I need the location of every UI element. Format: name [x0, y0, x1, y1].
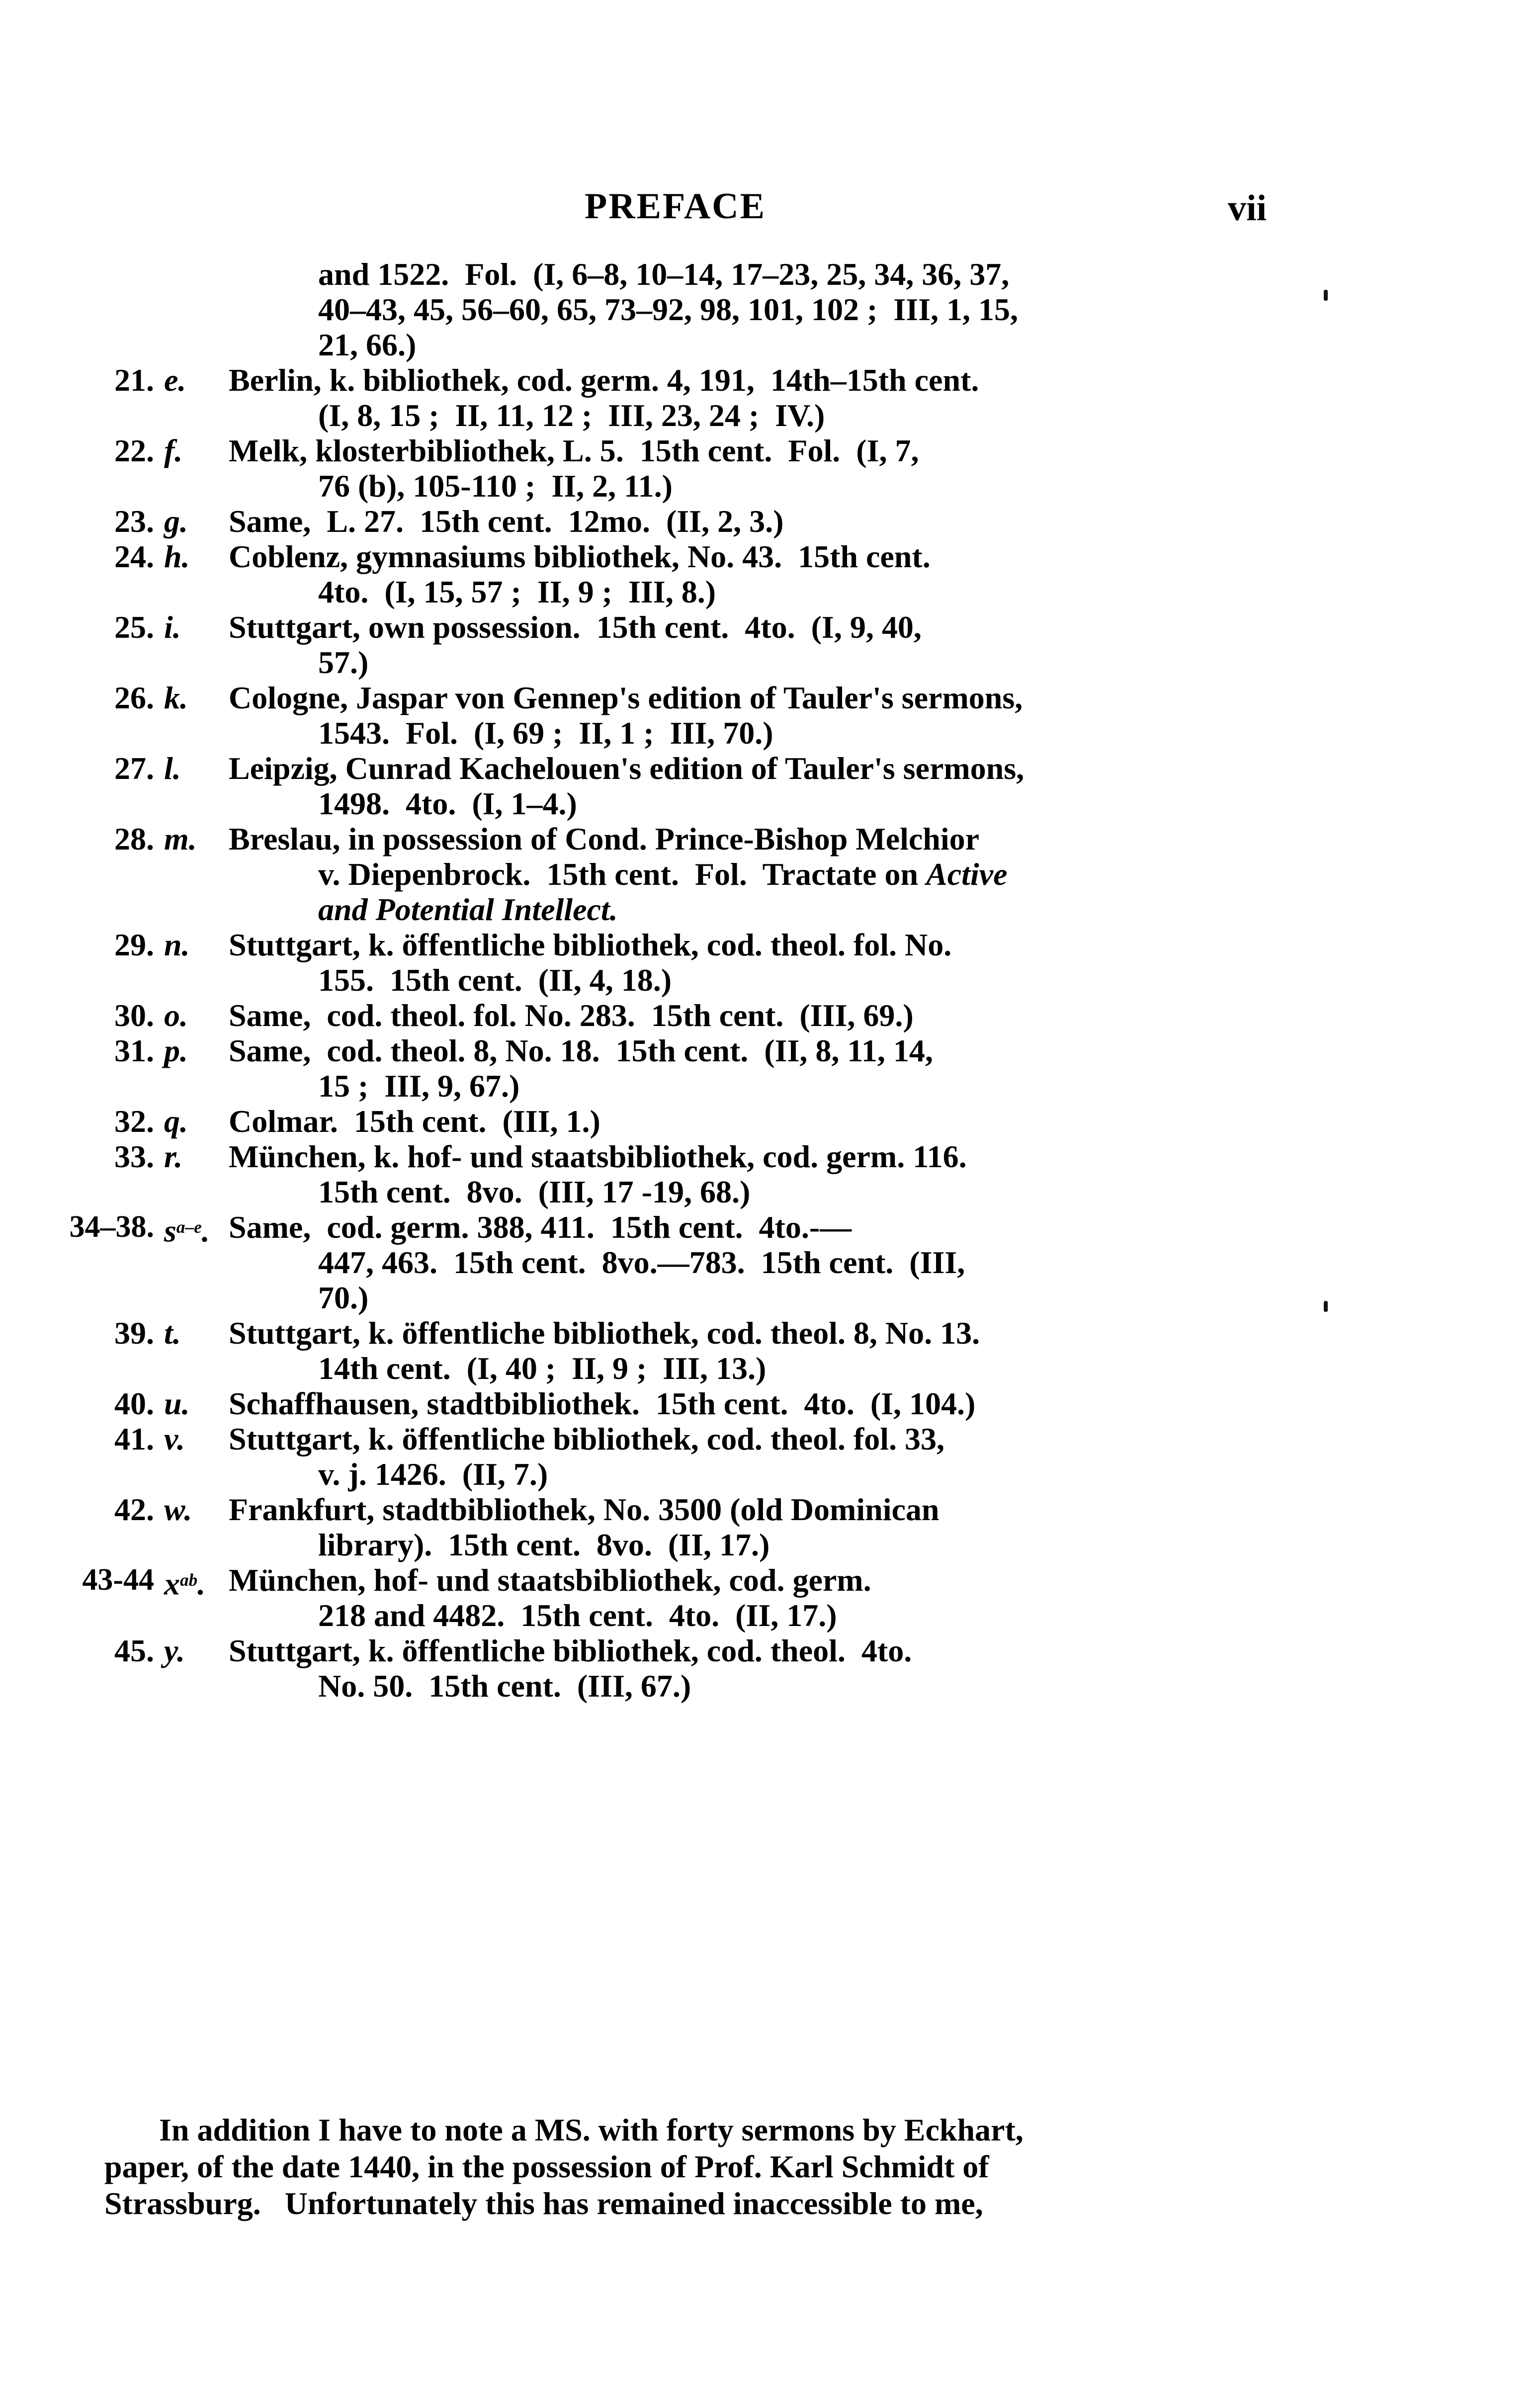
item-line: 1498. 4to. (I, 1–4.)	[318, 786, 577, 821]
item-number: 39.	[114, 1315, 154, 1351]
item-line: 14th cent. (I, 40 ; II, 9 ; III, 13.)	[318, 1351, 767, 1386]
item-line: Schaffhausen, stadtbibliothek. 15th cent. 4to. (I, 104.)	[229, 1386, 976, 1421]
list-item	[0, 1033, 1540, 1104]
item-line: Same, cod. germ. 388, 411. 15th cent. 4to.-—	[229, 1209, 852, 1245]
item-number: 30.	[114, 998, 154, 1033]
item-number: 24.	[114, 539, 154, 574]
paragraph-line: In addition I have to note a MS. with forty sermons by Eckhart,	[159, 2112, 1024, 2147]
item-line: 447, 463. 15th cent. 8vo.—783. 15th cent. (III,	[318, 1245, 965, 1280]
item-number: 22.	[114, 433, 154, 468]
item-body	[229, 1315, 1540, 1386]
item-letter: g.	[164, 504, 188, 539]
manuscript-list	[0, 257, 1540, 1704]
item-body	[229, 504, 1540, 539]
item-line: Stuttgart, k. öffentliche bibliothek, cod. theol. 8, No. 13.	[229, 1315, 980, 1351]
list-item	[0, 998, 1540, 1033]
item-body	[229, 751, 1540, 821]
list-item	[0, 1139, 1540, 1209]
item-line: No. 50. 15th cent. (III, 67.)	[318, 1668, 691, 1704]
item-body	[229, 1562, 1540, 1633]
item-line: Stuttgart, k. öffentliche bibliothek, cod. theol. 4to.	[229, 1633, 912, 1668]
item-letter-base: s	[164, 1213, 176, 1249]
item-letter: f.	[164, 433, 183, 468]
item-line: München, k. hof- und staatsbibliothek, cod. germ. 116.	[229, 1139, 967, 1174]
item-letter	[164, 1562, 205, 1602]
entry-continuation-line: 21, 66.)	[318, 327, 417, 362]
list-item	[0, 927, 1540, 998]
item-body	[229, 998, 1540, 1033]
entry-continuation-line: and 1522. Fol. (I, 6–8, 10–14, 17–23, 25, 34, 36, 37,	[318, 257, 1010, 292]
list-item	[0, 433, 1540, 504]
item-line: 1543. Fol. (I, 69 ; II, 1 ; III, 70.)	[318, 715, 773, 751]
list-item	[0, 609, 1540, 680]
list-item	[0, 1315, 1540, 1386]
item-letter: o.	[164, 998, 188, 1033]
running-head	[0, 188, 1540, 253]
item-body	[229, 1104, 1540, 1139]
list-item	[0, 821, 1540, 927]
page-number: vii	[1228, 188, 1267, 229]
item-body	[229, 609, 1540, 680]
item-number: 21.	[114, 362, 154, 398]
item-number: 33.	[114, 1139, 154, 1174]
item-number: 42.	[114, 1492, 154, 1527]
item-letter: n.	[164, 927, 190, 962]
item-line: 57.)	[318, 645, 369, 680]
list-item	[0, 1562, 1540, 1633]
list-item	[0, 1421, 1540, 1492]
paragraph-line: paper, of the date 1440, in the possession of Prof. Karl Schmidt of	[104, 2149, 989, 2184]
item-body	[229, 1386, 1540, 1421]
item-letter	[164, 1209, 210, 1249]
item-number: 43-44	[82, 1563, 154, 1597]
item-letter-superscript: a–e	[176, 1217, 202, 1237]
entry-continuation-line: 40–43, 45, 56–60, 65, 73–92, 98, 101, 102 ; III, 1, 15,	[318, 292, 1019, 327]
item-line: Colmar. 15th cent. (III, 1.)	[229, 1104, 600, 1139]
item-body	[229, 680, 1540, 751]
item-line: (I, 8, 15 ; II, 11, 12 ; III, 23, 24 ; IV.)	[318, 398, 825, 433]
item-number: 45.	[114, 1633, 154, 1668]
item-number: 23.	[114, 504, 154, 539]
list-item	[0, 362, 1540, 433]
item-line: Same, cod. theol. fol. No. 283. 15th cent. (III, 69.)	[229, 998, 914, 1033]
item-line: Same, cod. theol. 8, No. 18. 15th cent. (II, 8, 11, 14,	[229, 1033, 933, 1068]
item-letter: q.	[164, 1104, 188, 1139]
item-number: 34–38.	[69, 1210, 154, 1244]
item-body	[229, 433, 1540, 504]
item-line: Leipzig, Cunrad Kachelouen's edition of Tauler's sermons,	[229, 751, 1025, 786]
list-item	[0, 504, 1540, 539]
item-line: 76 (b), 105-110 ; II, 2, 11.)	[318, 468, 673, 504]
item-line: v. j. 1426. (II, 7.)	[318, 1456, 548, 1492]
item-body	[229, 1209, 1540, 1315]
item-letter-base: x	[164, 1566, 180, 1602]
item-line: library). 15th cent. 8vo. (II, 17.)	[318, 1527, 770, 1562]
entry-continuation	[0, 257, 1540, 362]
item-letter: u.	[164, 1386, 190, 1421]
item-line: 218 and 4482. 15th cent. 4to. (II, 17.)	[318, 1598, 837, 1633]
paragraph-line: Strassburg. Unfortunately this has remained inaccessible to me,	[104, 2186, 983, 2221]
list-item	[0, 680, 1540, 751]
item-letter-superscript: ab	[180, 1570, 198, 1590]
item-letter: h.	[164, 539, 190, 574]
item-line: München, hof- und staatsbibliothek, cod. germ.	[229, 1562, 871, 1598]
list-item	[0, 1492, 1540, 1562]
item-line: 70.)	[318, 1280, 369, 1315]
item-body	[229, 1492, 1540, 1562]
item-letter: k.	[164, 680, 188, 715]
item-number: 28.	[114, 821, 154, 856]
item-body	[229, 821, 1540, 927]
item-line: Stuttgart, k. öffentliche bibliothek, cod. theol. fol. 33,	[229, 1421, 944, 1456]
list-item	[0, 1386, 1540, 1421]
item-line: Melk, klosterbibliothek, L. 5. 15th cent. Fol. (I, 7,	[229, 433, 919, 468]
item-body	[229, 1033, 1540, 1104]
item-letter: v.	[164, 1421, 185, 1456]
item-line-text: v. Diepenbrock. 15th cent. Fol. Tractate on	[318, 856, 927, 892]
item-line: Stuttgart, k. öffentliche bibliothek, cod. theol. fol. No.	[229, 927, 952, 962]
work-title-continued: and Potential Intellect.	[318, 892, 618, 927]
item-letter: i.	[164, 609, 181, 645]
item-line: Stuttgart, own possession. 15th cent. 4to. (I, 9, 40,	[229, 609, 922, 645]
list-item	[0, 1104, 1540, 1139]
item-line: Coblenz, gymnasiums bibliothek, No. 43. 15th cent.	[229, 539, 931, 574]
item-body	[229, 539, 1540, 609]
item-line: Cologne, Jaspar von Gennep's edition of Tauler's sermons,	[229, 680, 1023, 715]
item-line: Frankfurt, stadtbibliothek, No. 3500 (old Dominican	[229, 1492, 940, 1527]
item-letter-suffix: .	[201, 1213, 210, 1249]
page-title: PREFACE	[585, 186, 766, 227]
item-letter: l.	[164, 751, 181, 786]
work-title: Active	[926, 856, 1008, 892]
item-body	[229, 362, 1540, 433]
item-body	[229, 927, 1540, 998]
item-letter: m.	[164, 821, 197, 856]
item-line	[318, 856, 1540, 892]
item-letter-suffix: .	[197, 1566, 206, 1602]
item-number: 26.	[114, 680, 154, 715]
closing-paragraph	[104, 2112, 1447, 2222]
list-item	[0, 1633, 1540, 1704]
item-number: 31.	[114, 1033, 154, 1068]
item-number: 25.	[114, 609, 154, 645]
item-body	[229, 1633, 1540, 1704]
item-line: Berlin, k. bibliothek, cod. germ. 4, 191, 14th–15th cent.	[229, 362, 979, 398]
item-body	[229, 1421, 1540, 1492]
item-letter: y.	[164, 1633, 185, 1668]
item-line: 15 ; III, 9, 67.)	[318, 1068, 520, 1104]
item-line: Same, L. 27. 15th cent. 12mo. (II, 2, 3.)	[229, 504, 784, 539]
item-line: 4to. (I, 15, 57 ; II, 9 ; III, 8.)	[318, 574, 716, 609]
item-number: 27.	[114, 751, 154, 786]
item-letter: p.	[164, 1033, 188, 1068]
item-number: 41.	[114, 1421, 154, 1456]
item-letter: t.	[164, 1315, 181, 1351]
list-item	[0, 539, 1540, 609]
item-line: 155. 15th cent. (II, 4, 18.)	[318, 962, 672, 998]
item-number: 40.	[114, 1386, 154, 1421]
item-number: 32.	[114, 1104, 154, 1139]
item-letter: r.	[164, 1139, 183, 1174]
item-letter: w.	[164, 1492, 192, 1527]
list-item	[0, 1209, 1540, 1315]
item-body	[229, 1139, 1540, 1209]
item-number: 29.	[114, 927, 154, 962]
item-line: Breslau, in possession of Cond. Prince-Bishop Melchior	[229, 821, 980, 856]
list-item	[0, 751, 1540, 821]
item-line: 15th cent. 8vo. (III, 17 -19, 68.)	[318, 1174, 751, 1209]
item-letter: e.	[164, 362, 186, 398]
